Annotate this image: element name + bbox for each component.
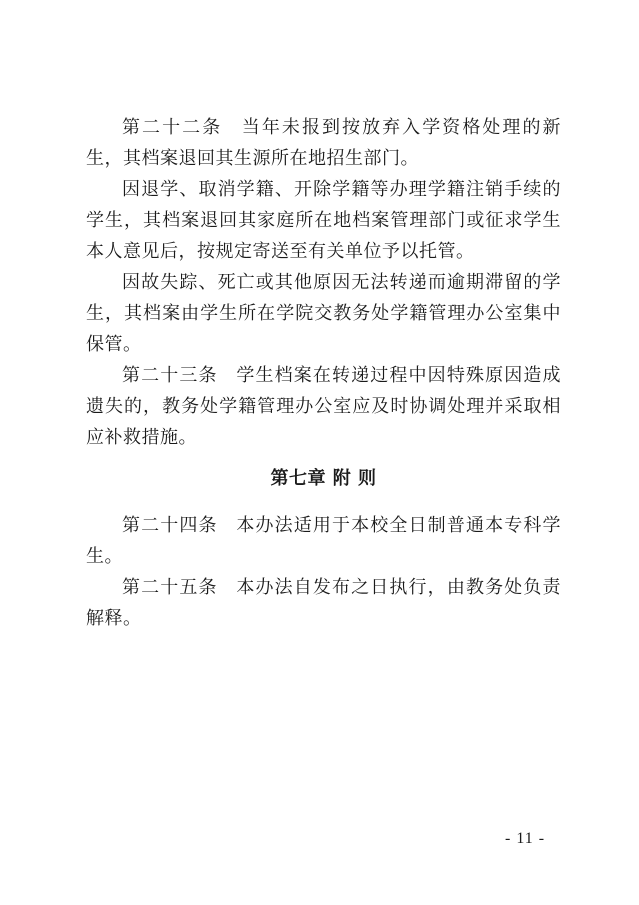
article-number: 第二十三条 xyxy=(122,365,218,386)
paragraph-withdrawal-archives xyxy=(86,174,561,267)
document-body xyxy=(86,112,561,634)
article-text: 当年未报到按放弃入学资格处理的新生，其档案退回其生源所在地招生部门。 xyxy=(86,117,562,169)
paragraph-article-22 xyxy=(86,112,561,174)
article-text: 本办法自发布之日执行，由教务处负责解释。 xyxy=(86,577,562,629)
article-number: 第二十二条 xyxy=(122,117,223,138)
article-text: 本办法适用于本校全日制普通本专科学生。 xyxy=(86,515,562,567)
paragraph-missing-students-archives xyxy=(86,267,561,360)
chapter-heading: 第七章 附 则 xyxy=(270,468,377,489)
article-number: 第二十四条 xyxy=(122,515,218,536)
paragraph-article-23 xyxy=(86,360,561,453)
page-number: - 11 - xyxy=(505,830,546,847)
article-text: 学生档案在转递过程中因特殊原因造成遗失的，教务处学籍管理办公室应及时协调处理并采取相应补救措施。 xyxy=(86,365,562,448)
article-number: 第二十五条 xyxy=(122,577,218,598)
paragraph-text: 因故失踪、死亡或其他原因无法转递而逾期滞留的学生，其档案由学生所在学院交教务处学籍管理办公室集中保管。 xyxy=(86,272,561,355)
paragraph-article-25 xyxy=(86,572,561,634)
paragraph-article-24 xyxy=(86,510,561,572)
paragraph-text: 因退学、取消学籍、开除学籍等办理学籍注销手续的学生，其档案退回其家庭所在地档案管理部门或征求学生本人意见后，按规定寄送至有关单位予以托管。 xyxy=(86,179,561,262)
